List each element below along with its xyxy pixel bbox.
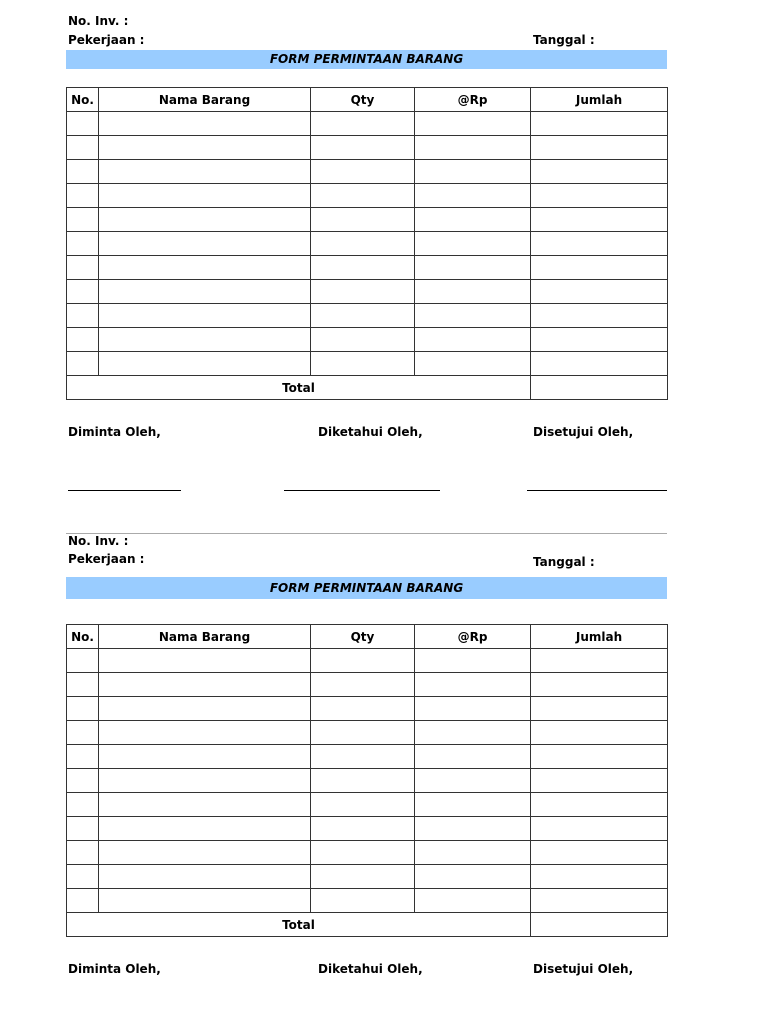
total-row: [67, 913, 668, 937]
cell-rp[interactable]: [415, 280, 531, 304]
table-row: [67, 841, 668, 865]
cell-qty[interactable]: [311, 304, 415, 328]
cell-rp[interactable]: [415, 673, 531, 697]
cell-no[interactable]: [67, 232, 99, 256]
cell-no[interactable]: [67, 649, 99, 673]
cell-nama-barang[interactable]: [99, 673, 311, 697]
table-row: [67, 745, 668, 769]
signature-line-diminta[interactable]: [68, 490, 181, 491]
cell-jumlah[interactable]: [531, 304, 668, 328]
cell-rp[interactable]: [415, 721, 531, 745]
cell-rp[interactable]: [415, 232, 531, 256]
table-row: [67, 256, 668, 280]
col-header-qty: Qty: [311, 88, 415, 112]
cell-jumlah[interactable]: [531, 160, 668, 184]
cell-nama-barang[interactable]: [99, 184, 311, 208]
cell-jumlah[interactable]: [531, 673, 668, 697]
cell-no[interactable]: [67, 208, 99, 232]
disetujui-oleh-label: Disetujui Oleh,: [533, 425, 634, 439]
cell-jumlah[interactable]: [531, 136, 668, 160]
diminta-oleh-label: Diminta Oleh,: [68, 425, 161, 439]
cell-jumlah[interactable]: [531, 352, 668, 376]
signature-line-diketahui[interactable]: [284, 490, 440, 491]
cell-jumlah[interactable]: [531, 769, 668, 793]
cell-rp[interactable]: [415, 793, 531, 817]
form-title: FORM PERMINTAAN BARANG: [66, 577, 667, 599]
cell-no[interactable]: [67, 256, 99, 280]
cell-no[interactable]: [67, 112, 99, 136]
pekerjaan-label: Pekerjaan :: [68, 552, 145, 566]
cell-qty[interactable]: [311, 649, 415, 673]
col-header-rp: @Rp: [415, 625, 531, 649]
cell-qty[interactable]: [311, 721, 415, 745]
cell-rp[interactable]: [415, 304, 531, 328]
cell-qty[interactable]: [311, 136, 415, 160]
form-title: FORM PERMINTAAN BARANG: [66, 50, 667, 69]
cell-qty[interactable]: [311, 280, 415, 304]
cell-rp[interactable]: [415, 817, 531, 841]
table-row: [67, 280, 668, 304]
cell-rp[interactable]: [415, 865, 531, 889]
cell-qty[interactable]: [311, 352, 415, 376]
cell-no[interactable]: [67, 328, 99, 352]
cell-no[interactable]: [67, 280, 99, 304]
col-header-jumlah: Jumlah: [531, 625, 668, 649]
cell-no[interactable]: [67, 793, 99, 817]
cell-no[interactable]: [67, 697, 99, 721]
cell-no[interactable]: [67, 865, 99, 889]
cell-nama-barang[interactable]: [99, 793, 311, 817]
cell-no[interactable]: [67, 304, 99, 328]
cell-nama-barang[interactable]: [99, 745, 311, 769]
col-header-jumlah: Jumlah: [531, 88, 668, 112]
cell-qty[interactable]: [311, 112, 415, 136]
cell-jumlah[interactable]: [531, 889, 668, 913]
table-row: [67, 865, 668, 889]
cell-jumlah[interactable]: [531, 280, 668, 304]
cell-qty[interactable]: [311, 769, 415, 793]
cell-nama-barang[interactable]: [99, 208, 311, 232]
pekerjaan-label: Pekerjaan :: [68, 33, 145, 47]
cell-jumlah[interactable]: [531, 865, 668, 889]
cell-nama-barang[interactable]: [99, 721, 311, 745]
cell-jumlah[interactable]: [531, 256, 668, 280]
cell-qty[interactable]: [311, 232, 415, 256]
col-header-nama-barang: Nama Barang: [99, 625, 311, 649]
total-label: Total: [67, 376, 531, 400]
table-row: [67, 232, 668, 256]
cell-rp[interactable]: [415, 352, 531, 376]
cell-rp[interactable]: [415, 208, 531, 232]
cell-nama-barang[interactable]: [99, 865, 311, 889]
table-row: [67, 184, 668, 208]
cell-no[interactable]: [67, 136, 99, 160]
table-row: [67, 304, 668, 328]
total-row: [67, 376, 668, 400]
cell-nama-barang[interactable]: [99, 328, 311, 352]
cell-rp[interactable]: [415, 649, 531, 673]
cell-nama-barang[interactable]: [99, 256, 311, 280]
cell-qty[interactable]: [311, 160, 415, 184]
cell-no[interactable]: [67, 721, 99, 745]
cut-divider: [66, 533, 667, 534]
table-row: [67, 328, 668, 352]
cell-nama-barang[interactable]: [99, 649, 311, 673]
cell-nama-barang[interactable]: [99, 817, 311, 841]
items-table: [66, 624, 668, 937]
cell-no[interactable]: [67, 769, 99, 793]
cell-nama-barang[interactable]: [99, 352, 311, 376]
cell-no[interactable]: [67, 160, 99, 184]
cell-nama-barang[interactable]: [99, 112, 311, 136]
col-header-no: No.: [67, 625, 99, 649]
cell-nama-barang[interactable]: [99, 304, 311, 328]
diketahui-oleh-label: Diketahui Oleh,: [318, 425, 423, 439]
total-value-cell[interactable]: [531, 913, 668, 937]
col-header-rp: @Rp: [415, 88, 531, 112]
cell-no[interactable]: [67, 184, 99, 208]
cell-rp[interactable]: [415, 745, 531, 769]
diminta-oleh-label: Diminta Oleh,: [68, 962, 161, 976]
total-label: Total: [67, 913, 531, 937]
cell-qty[interactable]: [311, 841, 415, 865]
cell-nama-barang[interactable]: [99, 889, 311, 913]
total-value-cell[interactable]: [531, 376, 668, 400]
cell-jumlah[interactable]: [531, 184, 668, 208]
cell-no[interactable]: [67, 673, 99, 697]
cell-jumlah[interactable]: [531, 721, 668, 745]
disetujui-oleh-label: Disetujui Oleh,: [533, 962, 634, 976]
cell-jumlah[interactable]: [531, 793, 668, 817]
items-table: [66, 87, 668, 400]
cell-rp[interactable]: [415, 256, 531, 280]
cell-no[interactable]: [67, 817, 99, 841]
table-row: [67, 208, 668, 232]
cell-jumlah[interactable]: [531, 697, 668, 721]
table-row: [67, 817, 668, 841]
cell-jumlah[interactable]: [531, 745, 668, 769]
cell-jumlah[interactable]: [531, 841, 668, 865]
cell-nama-barang[interactable]: [99, 697, 311, 721]
tanggal-label: Tanggal :: [533, 33, 595, 47]
cell-jumlah[interactable]: [531, 649, 668, 673]
cell-no[interactable]: [67, 352, 99, 376]
cell-rp[interactable]: [415, 136, 531, 160]
cell-qty[interactable]: [311, 673, 415, 697]
cell-rp[interactable]: [415, 697, 531, 721]
cell-qty[interactable]: [311, 184, 415, 208]
cell-qty[interactable]: [311, 256, 415, 280]
table-row: [67, 649, 668, 673]
table-row: [67, 112, 668, 136]
cell-rp[interactable]: [415, 841, 531, 865]
table-row: [67, 352, 668, 376]
cell-nama-barang[interactable]: [99, 841, 311, 865]
signature-line-disetujui[interactable]: [527, 490, 667, 491]
cell-qty[interactable]: [311, 328, 415, 352]
table-row: [67, 673, 668, 697]
table-header-row: [67, 88, 668, 112]
cell-jumlah[interactable]: [531, 112, 668, 136]
cell-qty[interactable]: [311, 865, 415, 889]
cell-rp[interactable]: [415, 889, 531, 913]
cell-no[interactable]: [67, 889, 99, 913]
cell-qty[interactable]: [311, 697, 415, 721]
table-row: [67, 889, 668, 913]
diketahui-oleh-label: Diketahui Oleh,: [318, 962, 423, 976]
cell-qty[interactable]: [311, 793, 415, 817]
cell-nama-barang[interactable]: [99, 160, 311, 184]
cell-qty[interactable]: [311, 889, 415, 913]
cell-nama-barang[interactable]: [99, 280, 311, 304]
cell-qty[interactable]: [311, 817, 415, 841]
table-row: [67, 160, 668, 184]
cell-qty[interactable]: [311, 208, 415, 232]
table-row: [67, 721, 668, 745]
table-row: [67, 793, 668, 817]
inv-label: No. Inv. :: [68, 534, 129, 548]
col-header-no: No.: [67, 88, 99, 112]
table-row: [67, 697, 668, 721]
cell-nama-barang[interactable]: [99, 136, 311, 160]
cell-rp[interactable]: [415, 328, 531, 352]
table-row: [67, 136, 668, 160]
cell-nama-barang[interactable]: [99, 232, 311, 256]
cell-no[interactable]: [67, 841, 99, 865]
cell-qty[interactable]: [311, 745, 415, 769]
col-header-qty: Qty: [311, 625, 415, 649]
cell-jumlah[interactable]: [531, 232, 668, 256]
cell-nama-barang[interactable]: [99, 769, 311, 793]
cell-jumlah[interactable]: [531, 208, 668, 232]
col-header-nama-barang: Nama Barang: [99, 88, 311, 112]
cell-jumlah[interactable]: [531, 817, 668, 841]
cell-rp[interactable]: [415, 184, 531, 208]
table-row: [67, 769, 668, 793]
cell-rp[interactable]: [415, 769, 531, 793]
cell-rp[interactable]: [415, 160, 531, 184]
inv-label: No. Inv. :: [68, 14, 129, 28]
table-header-row: [67, 625, 668, 649]
tanggal-label: Tanggal :: [533, 555, 595, 569]
cell-jumlah[interactable]: [531, 328, 668, 352]
cell-no[interactable]: [67, 745, 99, 769]
cell-rp[interactable]: [415, 112, 531, 136]
